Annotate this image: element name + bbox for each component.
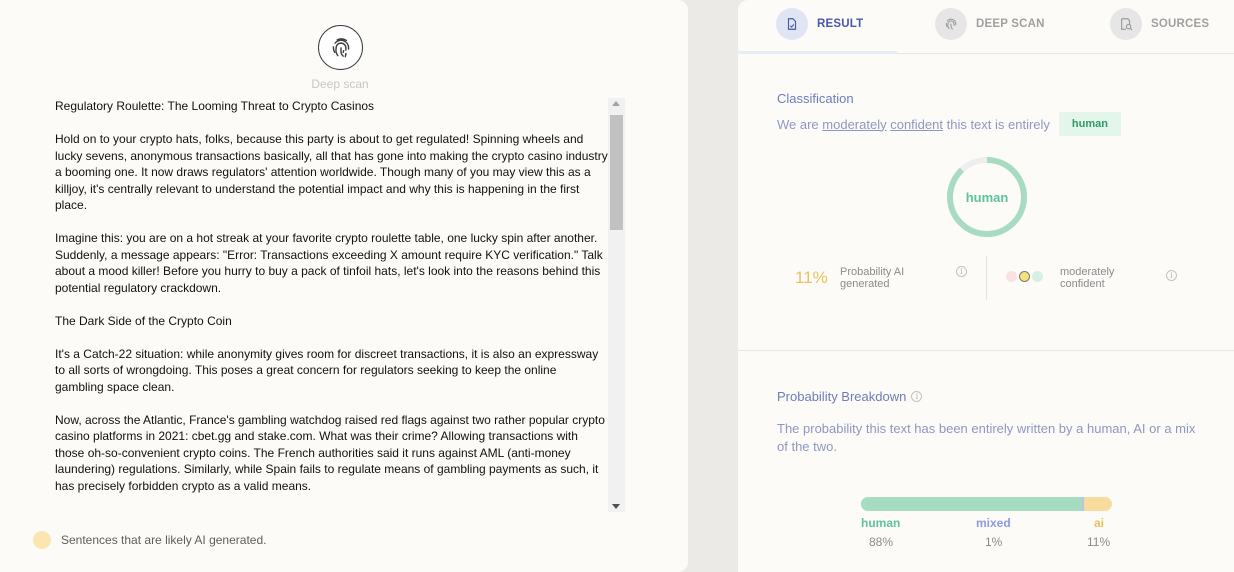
info-icon[interactable]: i xyxy=(956,266,967,277)
breakdown-ai-label: ai xyxy=(1094,516,1105,530)
classification-title: Classification xyxy=(777,91,854,106)
ai-probability-label xyxy=(840,266,904,290)
ai-sentence-legend xyxy=(33,531,266,549)
active-tab-indicator xyxy=(738,51,897,54)
breakdown-human-value: 88% xyxy=(869,535,894,549)
legend-dot xyxy=(33,531,51,549)
deep-scan-label: Deep scan xyxy=(311,77,369,91)
ai-probability-label-line2: generated xyxy=(840,278,890,290)
confidence-dot-low xyxy=(1006,271,1017,282)
tab-deep-scan[interactable] xyxy=(935,8,1045,40)
scroll-up-icon[interactable] xyxy=(612,101,620,106)
confidence-label-line2: confident xyxy=(1060,278,1105,290)
bar-segment-human xyxy=(861,497,1082,511)
breakdown-title: Probability Breakdown xyxy=(777,389,907,404)
sources-search-icon xyxy=(1110,8,1142,40)
tab-deep-scan-label: DEEP SCAN xyxy=(976,18,1045,30)
text-paragraph: Regulatory Roulette: The Looming Threat to Crypto Casinos xyxy=(55,99,375,113)
text-paragraph: The Dark Side of the Crypto Coin xyxy=(55,313,232,328)
ai-probability-value: 11% xyxy=(795,268,828,287)
tab-sources-label: SOURCES xyxy=(1151,18,1210,30)
text-scrollbar[interactable] xyxy=(608,98,625,512)
breakdown-description: The probability this text has been entirely written by a human, AI or a mix of the two. xyxy=(777,421,1196,454)
fingerprint-icon xyxy=(328,35,354,61)
confidence-dot-high xyxy=(1032,271,1043,282)
confidence-dot-moderate xyxy=(1019,271,1030,282)
result-tabs xyxy=(738,0,1234,54)
breakdown-mixed-value: 1% xyxy=(985,535,1003,549)
info-icon[interactable]: i xyxy=(911,391,922,402)
analyzed-text[interactable] xyxy=(55,98,608,512)
results-panel xyxy=(738,0,1234,572)
confidence-label-line1: moderately xyxy=(1060,266,1115,278)
tab-sources[interactable] xyxy=(1110,8,1209,40)
text-paragraph: It's a Catch-22 situation: while anonymity gives room for discreet transactions, it is also an expressway to all sorts of wrongdoing. This poses a great concern for regulators seeking to keep the online gambling space clean. xyxy=(55,346,599,394)
confident-link[interactable]: confident xyxy=(890,116,943,132)
bar-segment-ai xyxy=(1084,497,1112,511)
info-icon[interactable]: i xyxy=(1166,270,1177,281)
classification-prefix: We are xyxy=(777,116,823,132)
scroll-thumb[interactable] xyxy=(610,115,623,230)
legend-text: Sentences that are likely AI generated. xyxy=(61,533,267,547)
text-paragraph: Hold on to your crypto hats, folks, because this party is about to get regulated! Spinning wheels and lucky sevens, anonymous transactions basically, all that has gone into making the crypto casino industry a booming one. It now draws regulators' attention worldwide. Though many of you may view this as a killjoy, it's centrally relevant to understand the potential impact and why this is happening in the first place. xyxy=(55,132,608,212)
confidence-label xyxy=(1060,266,1114,290)
probability-bar xyxy=(861,497,1112,511)
breakdown-ai-value: 11% xyxy=(1087,535,1111,549)
stats-divider xyxy=(986,256,987,300)
donut-label: human xyxy=(965,189,1009,205)
tab-result-label: RESULT xyxy=(817,18,864,30)
breakdown-human-label: human xyxy=(861,516,901,530)
fingerprint-icon xyxy=(935,8,967,40)
section-divider xyxy=(738,350,1234,351)
classification-badge: human xyxy=(1059,112,1121,136)
tab-result[interactable] xyxy=(776,8,863,40)
classification-sentence xyxy=(777,112,1121,136)
document-icon xyxy=(776,8,808,40)
text-paragraph: Now, across the Atlantic, France's gambling watchdog raised red flags against two rather popular crypto casino platforms in 2021: cbet.gg and stake.com. What was their crime? Allowing transactions with those oh-so-convenient crypto coins. The French authorities said it runs against AML (anti-money laundering) regulations. Similarly, while Spain fails to regulate means of gambling payments as such, it has precisely forbidden crypto as a valid means. xyxy=(55,412,605,493)
confidence-dots xyxy=(1006,271,1043,282)
breakdown-mixed-label: mixed xyxy=(976,516,1011,530)
text-paragraph: Imagine this: you are on a hot streak at your favorite crypto roulette table, one lucky spin after another. Suddenly, a message appears: "Error: Transactions exceeding X amount require KYC verification." Talk about a mood killer! Before you hurry to buy a pack of tinfoil hats, let's look into the reasons behind this potential regulatory crackdown. xyxy=(55,231,603,295)
moderately-link[interactable]: moderately xyxy=(822,116,887,132)
deep-scan-button[interactable] xyxy=(318,25,363,70)
scroll-down-icon[interactable] xyxy=(612,504,620,509)
ai-probability-label-line1: Probability AI xyxy=(840,266,905,278)
classification-suffix: this text is entirely xyxy=(942,116,1050,132)
breakdown-header xyxy=(777,389,922,404)
